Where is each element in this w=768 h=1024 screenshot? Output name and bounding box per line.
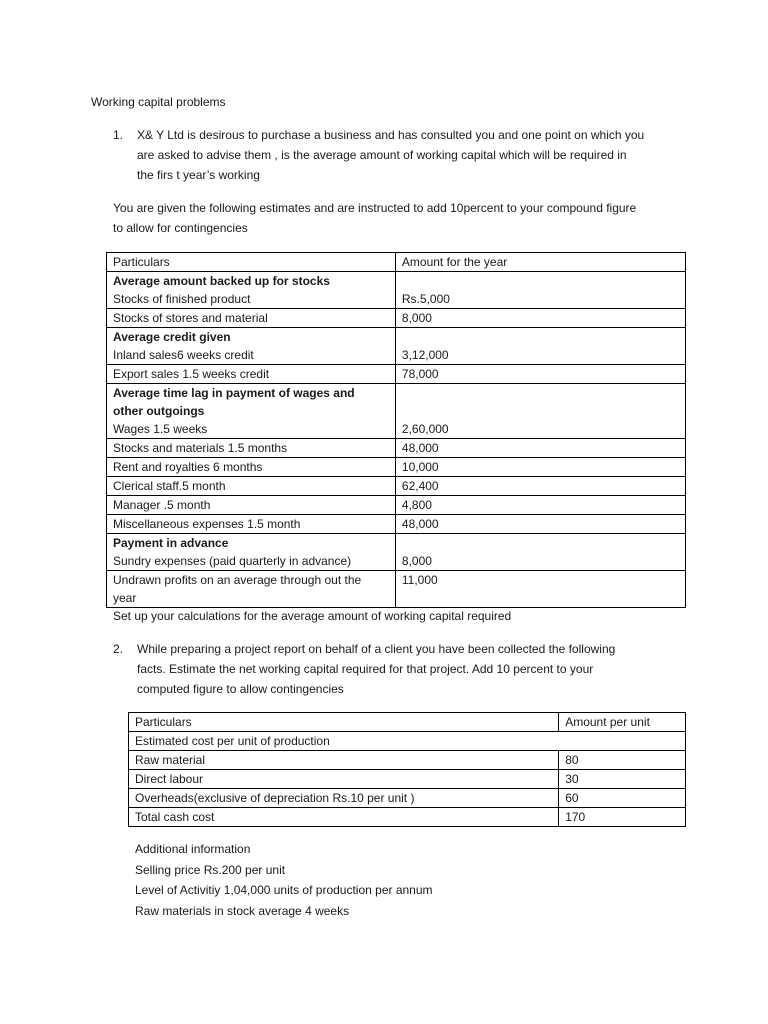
particulars-cell: Direct labour bbox=[129, 770, 559, 789]
particulars-cell bbox=[107, 328, 396, 365]
particulars-cell: Rent and royalties 6 months bbox=[107, 458, 396, 477]
question-2-line: facts. Estimate the net working capital required for that project. Add 10 percent to your bbox=[137, 662, 594, 676]
amount-cell: 62,400 bbox=[395, 477, 685, 496]
amount-cell: 8,000 bbox=[395, 309, 685, 328]
document-title: Working capital problems bbox=[91, 95, 226, 109]
amount-cell: 48,000 bbox=[395, 515, 685, 534]
particulars-cell: Overheads(exclusive of depreciation Rs.10 per unit ) bbox=[129, 789, 559, 808]
particulars-cell bbox=[107, 384, 396, 439]
table-header-row bbox=[129, 713, 686, 732]
question-1-line: are asked to advise them , is the average amount of working capital which will be required in bbox=[137, 148, 627, 162]
table-row bbox=[107, 496, 686, 515]
column-header-particulars: Particulars bbox=[129, 713, 559, 732]
table-row bbox=[107, 477, 686, 496]
particulars-cell: Manager .5 month bbox=[107, 496, 396, 515]
column-header-amount: Amount per unit bbox=[559, 713, 686, 732]
amount-cell: 2,60,000 bbox=[395, 384, 685, 439]
table-row bbox=[107, 384, 686, 439]
question-1-line: X& Y Ltd is desirous to purchase a business and has consulted you and one point on which you bbox=[137, 128, 645, 142]
section-cell: Estimated cost per unit of production bbox=[129, 732, 686, 751]
amount-cell: 8,000 bbox=[395, 534, 685, 571]
section-heading: other outgoings bbox=[113, 404, 205, 418]
particulars-text: Sundry expenses (paid quarterly in advance) bbox=[113, 554, 352, 568]
amount-cell: 78,000 bbox=[395, 365, 685, 384]
column-header-particulars: Particulars bbox=[107, 253, 396, 272]
question-2-line: While preparing a project report on behalf of a client you have been collected the following bbox=[137, 642, 616, 656]
table-row bbox=[107, 272, 686, 309]
column-header-amount: Amount for the year bbox=[395, 253, 685, 272]
amount-cell: Rs.5,000 bbox=[395, 272, 685, 309]
table-row bbox=[107, 439, 686, 458]
additional-info-line: Raw materials in stock average 4 weeks bbox=[135, 904, 350, 918]
particulars-cell: Stocks of stores and material bbox=[107, 309, 396, 328]
amount-cell: 3,12,000 bbox=[395, 328, 685, 365]
table-row bbox=[129, 751, 686, 770]
table-row bbox=[129, 770, 686, 789]
amount-cell: 11,000 bbox=[395, 571, 685, 608]
table-row bbox=[107, 458, 686, 477]
amount-cell: 170 bbox=[559, 808, 686, 827]
question-1-line: the firs t year’s working bbox=[137, 168, 260, 182]
amount-cell: 80 bbox=[559, 751, 686, 770]
particulars-text: year bbox=[113, 591, 137, 605]
particulars-cell bbox=[107, 272, 396, 309]
particulars-cell bbox=[107, 571, 396, 608]
estimates-table bbox=[106, 252, 686, 608]
particulars-cell: Clerical staff.5 month bbox=[107, 477, 396, 496]
instructions-line: to allow for contingencies bbox=[113, 221, 248, 235]
table-row bbox=[129, 808, 686, 827]
table-row bbox=[129, 789, 686, 808]
cost-per-unit-table bbox=[128, 712, 686, 827]
amount-cell: 4,800 bbox=[395, 496, 685, 515]
question-2-line: computed figure to allow contingencies bbox=[137, 682, 344, 696]
instructions-line: You are given the following estimates and are instructed to add 10percent to your compound figure bbox=[113, 201, 637, 215]
table-header-row bbox=[107, 253, 686, 272]
section-heading: Average credit given bbox=[113, 330, 231, 344]
amount-cell: 60 bbox=[559, 789, 686, 808]
section-heading: Average time lag in payment of wages and bbox=[113, 386, 355, 400]
table-row bbox=[107, 534, 686, 571]
table-row bbox=[107, 365, 686, 384]
particulars-cell: Total cash cost bbox=[129, 808, 559, 827]
table-row bbox=[107, 328, 686, 365]
additional-info-line: Selling price Rs.200 per unit bbox=[135, 863, 286, 877]
table-section-row bbox=[129, 732, 686, 751]
particulars-text: Inland sales6 weeks credit bbox=[113, 348, 254, 362]
particulars-cell: Miscellaneous expenses 1.5 month bbox=[107, 515, 396, 534]
additional-info-heading: Additional information bbox=[135, 842, 251, 856]
amount-cell: 48,000 bbox=[395, 439, 685, 458]
table-row bbox=[107, 515, 686, 534]
setup-instruction: Set up your calculations for the average amount of working capital required bbox=[113, 609, 512, 623]
particulars-cell: Stocks and materials 1.5 months bbox=[107, 439, 396, 458]
amount-cell: 30 bbox=[559, 770, 686, 789]
question-2-number: 2. bbox=[113, 642, 124, 656]
section-heading: Average amount backed up for stocks bbox=[113, 274, 330, 288]
particulars-text: Undrawn profits on an average through out the bbox=[113, 573, 362, 587]
additional-info-line: Level of Activitiy 1,04,000 units of production per annum bbox=[135, 883, 433, 897]
particulars-cell: Export sales 1.5 weeks credit bbox=[107, 365, 396, 384]
amount-cell: 10,000 bbox=[395, 458, 685, 477]
table-row bbox=[107, 309, 686, 328]
table-row bbox=[107, 571, 686, 608]
particulars-cell: Raw material bbox=[129, 751, 559, 770]
particulars-text: Stocks of finished product bbox=[113, 292, 251, 306]
question-1-number: 1. bbox=[113, 128, 124, 142]
particulars-cell bbox=[107, 534, 396, 571]
section-heading: Payment in advance bbox=[113, 536, 229, 550]
particulars-text: Wages 1.5 weeks bbox=[113, 422, 208, 436]
